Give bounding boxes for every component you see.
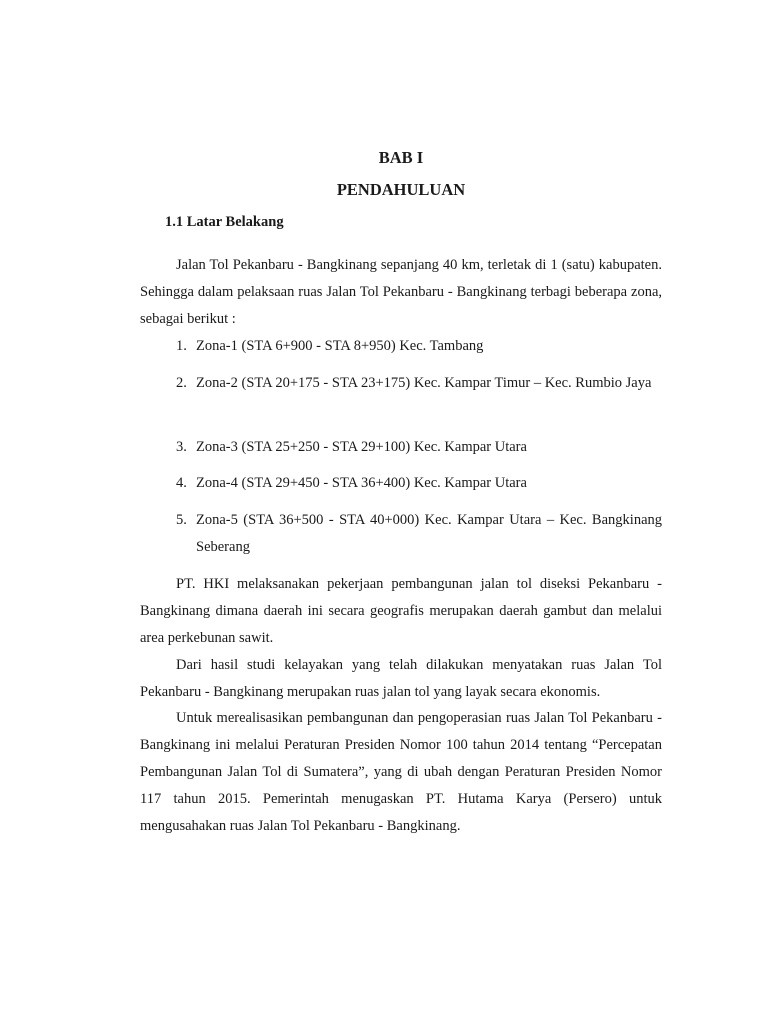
list-item-text: Zona-4 (STA 29+450 - STA 36+400) Kec. Kampar Utara	[196, 475, 527, 491]
chapter-number: BAB I	[378, 148, 424, 167]
list-item-number: 3.	[176, 439, 187, 455]
list-item-number: 4.	[176, 475, 187, 491]
list-item	[176, 333, 662, 360]
list-item-number: 5.	[176, 512, 187, 528]
list-item-number: 1.	[176, 338, 187, 354]
list-item-number: 2.	[176, 375, 187, 391]
paragraph-intro: Jalan Tol Pekanbaru - Bangkinang sepanjang 40 km, terletak di 1 (satu) kabupaten. Sehingga dalam pelaksaan ruas Jalan Tol Pekanbaru - Bangkinang terbagi beberapa zona, sebagai berikut :	[140, 257, 662, 327]
section-heading: 1.1 Latar Belakang	[165, 214, 284, 230]
list-item-text: Zona-1 (STA 6+900 - STA 8+950) Kec. Tambang	[196, 338, 484, 354]
list-item-text: Zona-5 (STA 36+500 - STA 40+000) Kec. Kampar Utara – Kec. Bangkinang Seberang	[196, 512, 662, 555]
list-item	[176, 434, 662, 461]
chapter-title: PENDAHULUAN	[336, 180, 466, 199]
list-item	[176, 470, 662, 497]
list-item	[176, 370, 662, 397]
list-item-text: Zona-3 (STA 25+250 - STA 29+100) Kec. Kampar Utara	[196, 439, 527, 455]
list-item-text: Zona-2 (STA 20+175 - STA 23+175) Kec. Kampar Timur – Kec. Rumbio Jaya	[196, 375, 652, 391]
paragraph-hki: PT. HKI melaksanakan pekerjaan pembangunan jalan tol diseksi Pekanbaru - Bangkinang dimana daerah ini secara geografis merupakan daerah gambut dan melalui area perkebunan sawit.	[140, 576, 662, 646]
paragraph-regulation: Untuk merealisasikan pembangunan dan pengoperasian ruas Jalan Tol Pekanbaru - Bangkinang ini melalui Peraturan Presiden Nomor 100 tahun 2014 tentang “Percepatan Pembangunan Jalan Tol di Sumatera”, yang di ubah dengan Peraturan Presiden Nomor 117 tahun 2015. Pemerintah menugaskan PT. Hutama Karya (Persero) untuk mengusahakan ruas Jalan Tol Pekanbaru - Bangkinang.	[140, 710, 662, 834]
paragraph-feasibility: Dari hasil studi kelayakan yang telah dilakukan menyatakan ruas Jalan Tol Pekanbaru - Bangkinang merupakan ruas jalan tol yang layak secara ekonomis.	[140, 657, 662, 700]
list-item	[176, 507, 662, 561]
